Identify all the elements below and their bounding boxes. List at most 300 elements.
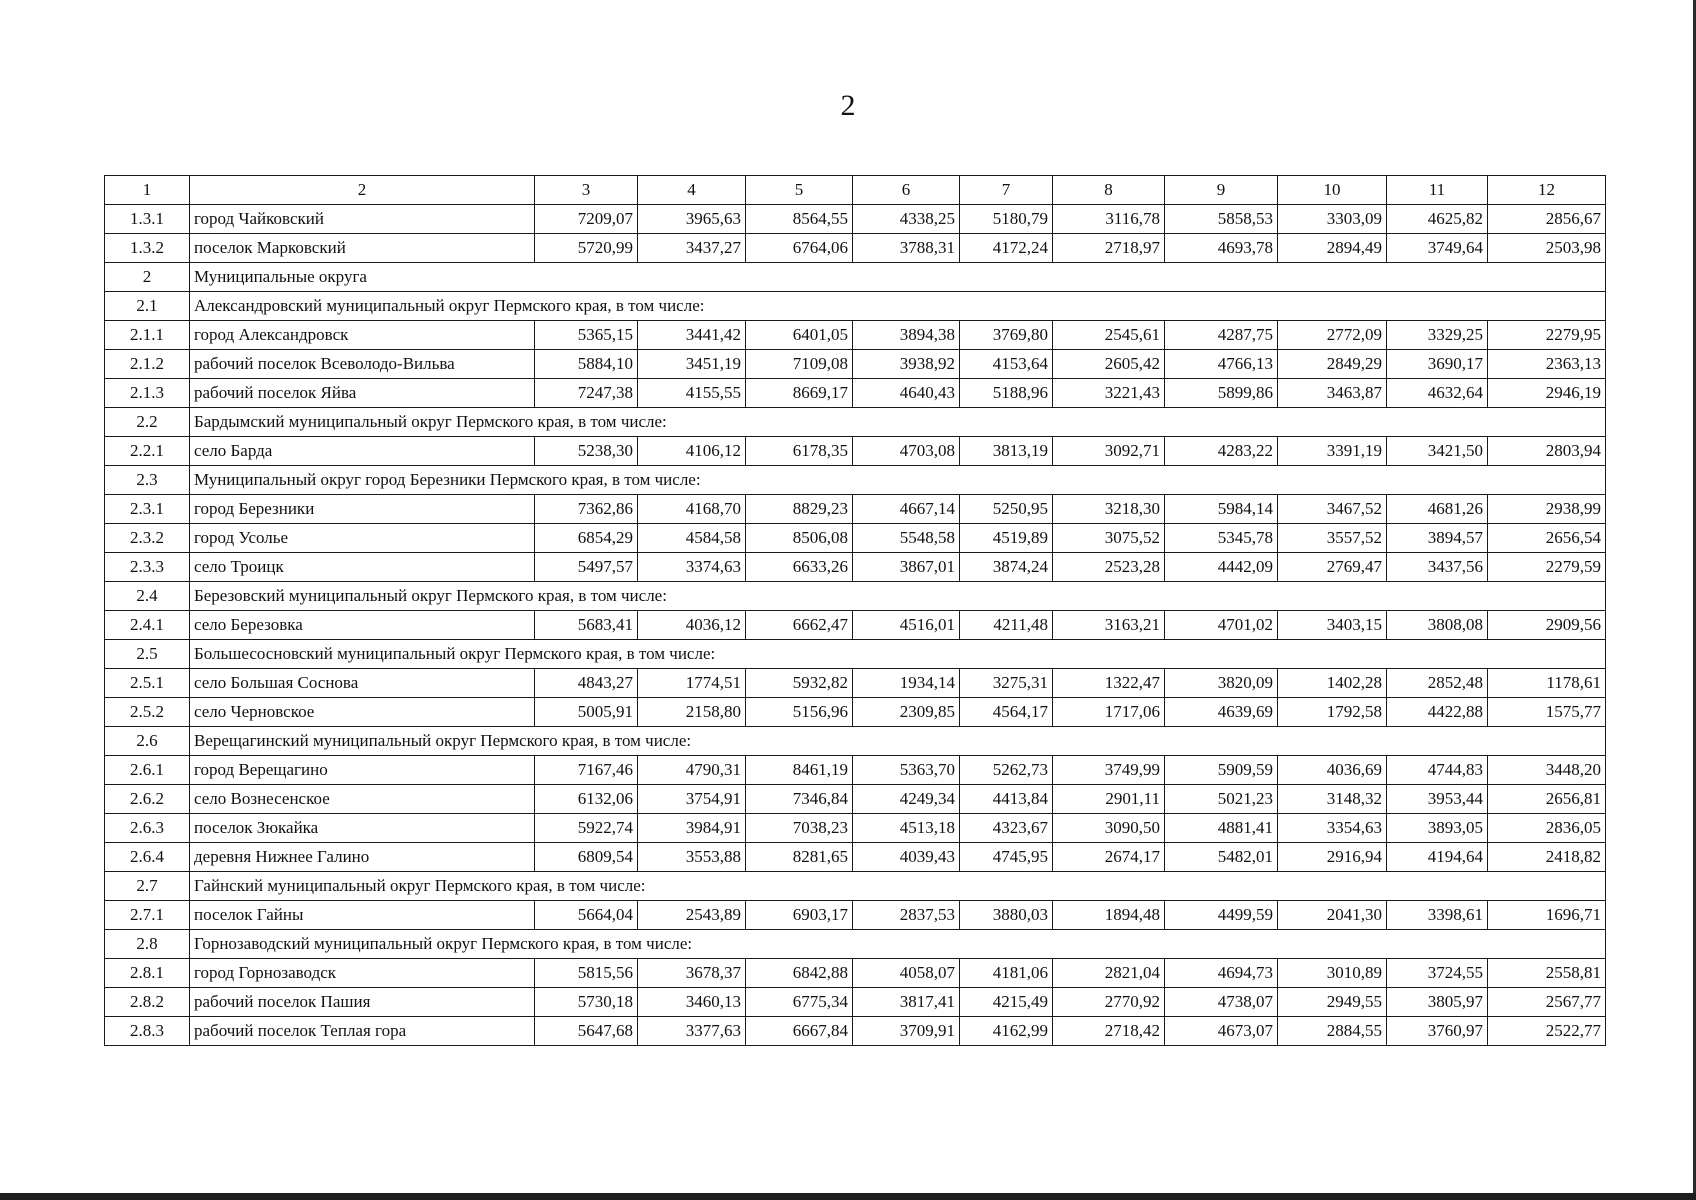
value-cell: 4194,64: [1387, 843, 1488, 872]
value-cell: 2938,99: [1488, 495, 1606, 524]
column-header: 4: [638, 176, 746, 205]
value-cell: 3690,17: [1387, 350, 1488, 379]
value-cell: 2894,49: [1278, 234, 1387, 263]
group-title: Горнозаводский муниципальный округ Пермского края, в том числе:: [190, 930, 1606, 959]
value-cell: 2852,48: [1387, 669, 1488, 698]
settlement-name: поселок Зюкайка: [190, 814, 535, 843]
value-cell: 7346,84: [746, 785, 853, 814]
value-cell: 5156,96: [746, 698, 853, 727]
value-cell: 3965,63: [638, 205, 746, 234]
value-cell: 1894,48: [1053, 901, 1165, 930]
value-cell: 4153,64: [960, 350, 1053, 379]
row-number: 2.3.1: [105, 495, 190, 524]
value-cell: 6809,54: [535, 843, 638, 872]
value-cell: 2849,29: [1278, 350, 1387, 379]
value-cell: 3377,63: [638, 1017, 746, 1046]
value-cell: 5815,56: [535, 959, 638, 988]
settlement-name: рабочий поселок Теплая гора: [190, 1017, 535, 1046]
row-number: 2.4.1: [105, 611, 190, 640]
table-row: [105, 1017, 1606, 1046]
value-cell: 2523,28: [1053, 553, 1165, 582]
settlement-name: село Черновское: [190, 698, 535, 727]
value-cell: 5720,99: [535, 234, 638, 263]
value-cell: 3749,64: [1387, 234, 1488, 263]
value-cell: 4744,83: [1387, 756, 1488, 785]
value-cell: 3303,09: [1278, 205, 1387, 234]
value-cell: 3441,42: [638, 321, 746, 350]
row-number: 2.5.1: [105, 669, 190, 698]
scan-edge-bottom: [0, 1193, 1696, 1200]
row-number: 2.1.1: [105, 321, 190, 350]
value-cell: 2041,30: [1278, 901, 1387, 930]
value-cell: 2772,09: [1278, 321, 1387, 350]
value-cell: 5250,95: [960, 495, 1053, 524]
value-cell: 2558,81: [1488, 959, 1606, 988]
page-number: 2: [840, 89, 856, 122]
value-cell: 5858,53: [1165, 205, 1278, 234]
value-cell: 2718,97: [1053, 234, 1165, 263]
value-cell: 5730,18: [535, 988, 638, 1017]
group-row: [105, 872, 1606, 901]
row-number: 2.8.2: [105, 988, 190, 1017]
group-row: [105, 930, 1606, 959]
value-cell: 6842,88: [746, 959, 853, 988]
settlement-name: село Большая Соснова: [190, 669, 535, 698]
value-cell: 2309,85: [853, 698, 960, 727]
value-cell: 3984,91: [638, 814, 746, 843]
value-cell: 2856,67: [1488, 205, 1606, 234]
column-header: 2: [190, 176, 535, 205]
row-number: 2.3.2: [105, 524, 190, 553]
value-cell: 4211,48: [960, 611, 1053, 640]
value-cell: 5548,58: [853, 524, 960, 553]
settlement-name: поселок Марковский: [190, 234, 535, 263]
row-number: 1.3.2: [105, 234, 190, 263]
value-cell: 4625,82: [1387, 205, 1488, 234]
value-cell: 5683,41: [535, 611, 638, 640]
table-row: [105, 350, 1606, 379]
value-cell: 6775,34: [746, 988, 853, 1017]
value-cell: 3421,50: [1387, 437, 1488, 466]
value-cell: 4422,88: [1387, 698, 1488, 727]
value-cell: 5345,78: [1165, 524, 1278, 553]
value-cell: 2909,56: [1488, 611, 1606, 640]
value-cell: 4703,08: [853, 437, 960, 466]
value-cell: 1322,47: [1053, 669, 1165, 698]
group-row: [105, 263, 1606, 292]
row-number: 2: [105, 263, 190, 292]
value-cell: 8281,65: [746, 843, 853, 872]
value-cell: 4694,73: [1165, 959, 1278, 988]
value-cell: 4745,95: [960, 843, 1053, 872]
value-cell: 4058,07: [853, 959, 960, 988]
value-cell: 3354,63: [1278, 814, 1387, 843]
row-number: 2.7: [105, 872, 190, 901]
settlement-name: рабочий поселок Всеволодо-Вильва: [190, 350, 535, 379]
value-cell: 4338,25: [853, 205, 960, 234]
value-cell: 4172,24: [960, 234, 1053, 263]
value-cell: 2279,59: [1488, 553, 1606, 582]
value-cell: 8669,17: [746, 379, 853, 408]
value-cell: 4036,12: [638, 611, 746, 640]
value-cell: 2279,95: [1488, 321, 1606, 350]
value-cell: 2916,94: [1278, 843, 1387, 872]
value-cell: 4106,12: [638, 437, 746, 466]
row-number: 2.5: [105, 640, 190, 669]
column-number-header-row: [105, 176, 1606, 205]
value-cell: 2884,55: [1278, 1017, 1387, 1046]
row-number: 2.4: [105, 582, 190, 611]
value-cell: 2949,55: [1278, 988, 1387, 1017]
column-header: 8: [1053, 176, 1165, 205]
value-cell: 2418,82: [1488, 843, 1606, 872]
settlement-name: село Вознесенское: [190, 785, 535, 814]
value-cell: 3092,71: [1053, 437, 1165, 466]
value-cell: 1575,77: [1488, 698, 1606, 727]
value-cell: 6401,05: [746, 321, 853, 350]
value-cell: 4584,58: [638, 524, 746, 553]
value-cell: 2656,54: [1488, 524, 1606, 553]
value-cell: 5238,30: [535, 437, 638, 466]
value-cell: 2522,77: [1488, 1017, 1606, 1046]
value-cell: 3403,15: [1278, 611, 1387, 640]
value-cell: 4442,09: [1165, 553, 1278, 582]
value-cell: 3788,31: [853, 234, 960, 263]
row-number: 2.2: [105, 408, 190, 437]
value-cell: 4881,41: [1165, 814, 1278, 843]
table-row: [105, 756, 1606, 785]
table-row: [105, 321, 1606, 350]
settlement-name: рабочий поселок Яйва: [190, 379, 535, 408]
value-cell: 7362,86: [535, 495, 638, 524]
value-cell: 4036,69: [1278, 756, 1387, 785]
column-header: 5: [746, 176, 853, 205]
table-row: [105, 959, 1606, 988]
value-cell: 4283,22: [1165, 437, 1278, 466]
value-cell: 3893,05: [1387, 814, 1488, 843]
value-cell: 4843,27: [535, 669, 638, 698]
row-number: 1.3.1: [105, 205, 190, 234]
value-cell: 2718,42: [1053, 1017, 1165, 1046]
value-cell: 4790,31: [638, 756, 746, 785]
row-number: 2.8: [105, 930, 190, 959]
value-cell: 3749,99: [1053, 756, 1165, 785]
value-cell: 6132,06: [535, 785, 638, 814]
table-row: [105, 524, 1606, 553]
value-cell: 3557,52: [1278, 524, 1387, 553]
value-cell: 1402,28: [1278, 669, 1387, 698]
column-header: 10: [1278, 176, 1387, 205]
value-cell: 4249,34: [853, 785, 960, 814]
column-header: 11: [1387, 176, 1488, 205]
value-cell: 1792,58: [1278, 698, 1387, 727]
value-cell: 8829,23: [746, 495, 853, 524]
value-cell: 5884,10: [535, 350, 638, 379]
value-cell: 3460,13: [638, 988, 746, 1017]
settlement-name: город Верещагино: [190, 756, 535, 785]
value-cell: 1696,71: [1488, 901, 1606, 930]
value-cell: 5363,70: [853, 756, 960, 785]
group-row: [105, 727, 1606, 756]
group-title: Березовский муниципальный округ Пермского края, в том числе:: [190, 582, 1606, 611]
table-row: [105, 379, 1606, 408]
value-cell: 2656,81: [1488, 785, 1606, 814]
value-cell: 1178,61: [1488, 669, 1606, 698]
value-cell: 7038,23: [746, 814, 853, 843]
value-cell: 5909,59: [1165, 756, 1278, 785]
row-number: 2.8.3: [105, 1017, 190, 1046]
value-cell: 3075,52: [1053, 524, 1165, 553]
value-cell: 6178,35: [746, 437, 853, 466]
row-number: 2.6.1: [105, 756, 190, 785]
value-cell: 5262,73: [960, 756, 1053, 785]
value-cell: 1934,14: [853, 669, 960, 698]
settlement-name: город Александровск: [190, 321, 535, 350]
value-cell: 4738,07: [1165, 988, 1278, 1017]
value-cell: 3938,92: [853, 350, 960, 379]
value-cell: 3398,61: [1387, 901, 1488, 930]
settlement-name: город Усолье: [190, 524, 535, 553]
value-cell: 5899,86: [1165, 379, 1278, 408]
value-cell: 8564,55: [746, 205, 853, 234]
column-header: 12: [1488, 176, 1606, 205]
table-row: [105, 611, 1606, 640]
value-cell: 2674,17: [1053, 843, 1165, 872]
table-row: [105, 437, 1606, 466]
settlement-name: поселок Гайны: [190, 901, 535, 930]
value-cell: 3754,91: [638, 785, 746, 814]
value-cell: 3724,55: [1387, 959, 1488, 988]
value-cell: 6903,17: [746, 901, 853, 930]
value-cell: 7167,46: [535, 756, 638, 785]
value-cell: 3218,30: [1053, 495, 1165, 524]
value-cell: 2803,94: [1488, 437, 1606, 466]
value-cell: 4215,49: [960, 988, 1053, 1017]
value-cell: 3467,52: [1278, 495, 1387, 524]
value-cell: 4181,06: [960, 959, 1053, 988]
value-cell: 1774,51: [638, 669, 746, 698]
group-title: Бардымский муниципальный округ Пермского края, в том числе:: [190, 408, 1606, 437]
group-title: Муниципальные округа: [190, 263, 1606, 292]
table-row: [105, 814, 1606, 843]
value-cell: 2605,42: [1053, 350, 1165, 379]
column-header: 3: [535, 176, 638, 205]
value-cell: 2543,89: [638, 901, 746, 930]
table-row: [105, 495, 1606, 524]
value-cell: 6633,26: [746, 553, 853, 582]
value-cell: 8506,08: [746, 524, 853, 553]
table-row: [105, 843, 1606, 872]
value-cell: 6854,29: [535, 524, 638, 553]
row-number: 2.6.4: [105, 843, 190, 872]
column-header: 9: [1165, 176, 1278, 205]
row-number: 2.3.3: [105, 553, 190, 582]
row-number: 2.7.1: [105, 901, 190, 930]
value-cell: 2770,92: [1053, 988, 1165, 1017]
value-cell: 6764,06: [746, 234, 853, 263]
value-cell: 4039,43: [853, 843, 960, 872]
value-cell: 1717,06: [1053, 698, 1165, 727]
value-cell: 3813,19: [960, 437, 1053, 466]
value-cell: 5664,04: [535, 901, 638, 930]
row-number: 2.3: [105, 466, 190, 495]
value-cell: 4632,64: [1387, 379, 1488, 408]
value-cell: 5188,96: [960, 379, 1053, 408]
group-title: Верещагинский муниципальный округ Пермского края, в том числе:: [190, 727, 1606, 756]
group-row: [105, 408, 1606, 437]
value-cell: 4519,89: [960, 524, 1053, 553]
value-cell: 4287,75: [1165, 321, 1278, 350]
value-cell: 5497,57: [535, 553, 638, 582]
table-row: [105, 205, 1606, 234]
group-title: Александровский муниципальный округ Пермского края, в том числе:: [190, 292, 1606, 321]
value-cell: 4323,67: [960, 814, 1053, 843]
value-cell: 4155,55: [638, 379, 746, 408]
value-cell: 5932,82: [746, 669, 853, 698]
value-cell: 3163,21: [1053, 611, 1165, 640]
settlement-name: город Чайковский: [190, 205, 535, 234]
value-cell: 3451,19: [638, 350, 746, 379]
value-cell: 4640,43: [853, 379, 960, 408]
value-cell: 4168,70: [638, 495, 746, 524]
group-title: Гайнский муниципальный округ Пермского края, в том числе:: [190, 872, 1606, 901]
value-cell: 3805,97: [1387, 988, 1488, 1017]
table-row: [105, 234, 1606, 263]
value-cell: 2901,11: [1053, 785, 1165, 814]
column-header: 6: [853, 176, 960, 205]
value-cell: 3374,63: [638, 553, 746, 582]
value-cell: 5365,15: [535, 321, 638, 350]
column-header: 7: [960, 176, 1053, 205]
value-cell: 3769,80: [960, 321, 1053, 350]
value-cell: 4766,13: [1165, 350, 1278, 379]
value-cell: 3953,44: [1387, 785, 1488, 814]
row-number: 2.1.2: [105, 350, 190, 379]
value-cell: 3867,01: [853, 553, 960, 582]
value-cell: 5005,91: [535, 698, 638, 727]
value-cell: 4681,26: [1387, 495, 1488, 524]
table-row: [105, 901, 1606, 930]
table-row: [105, 553, 1606, 582]
value-cell: 4413,84: [960, 785, 1053, 814]
value-cell: 3275,31: [960, 669, 1053, 698]
row-number: 2.1: [105, 292, 190, 321]
value-cell: 4701,02: [1165, 611, 1278, 640]
table-row: [105, 785, 1606, 814]
settlement-name: город Горнозаводск: [190, 959, 535, 988]
value-cell: 4673,07: [1165, 1017, 1278, 1046]
value-cell: 7209,07: [535, 205, 638, 234]
value-cell: 2769,47: [1278, 553, 1387, 582]
row-number: 2.2.1: [105, 437, 190, 466]
row-number: 2.6: [105, 727, 190, 756]
value-cell: 4513,18: [853, 814, 960, 843]
value-cell: 6662,47: [746, 611, 853, 640]
settlement-name: рабочий поселок Пашия: [190, 988, 535, 1017]
value-cell: 5021,23: [1165, 785, 1278, 814]
value-cell: 2503,98: [1488, 234, 1606, 263]
value-cell: 3817,41: [853, 988, 960, 1017]
value-cell: 3090,50: [1053, 814, 1165, 843]
group-row: [105, 466, 1606, 495]
value-cell: 2567,77: [1488, 988, 1606, 1017]
value-cell: 3760,97: [1387, 1017, 1488, 1046]
value-cell: 3709,91: [853, 1017, 960, 1046]
value-cell: 3010,89: [1278, 959, 1387, 988]
row-number: 2.1.3: [105, 379, 190, 408]
value-cell: 3437,56: [1387, 553, 1488, 582]
value-cell: 3880,03: [960, 901, 1053, 930]
group-row: [105, 640, 1606, 669]
value-cell: 5984,14: [1165, 495, 1278, 524]
value-cell: 4162,99: [960, 1017, 1053, 1046]
value-cell: 2545,61: [1053, 321, 1165, 350]
table-row: [105, 988, 1606, 1017]
row-number: 2.6.2: [105, 785, 190, 814]
value-cell: 3553,88: [638, 843, 746, 872]
value-cell: 3221,43: [1053, 379, 1165, 408]
value-cell: 3437,27: [638, 234, 746, 263]
value-cell: 3391,19: [1278, 437, 1387, 466]
value-cell: 3894,38: [853, 321, 960, 350]
tariff-table: [104, 175, 1606, 1046]
settlement-name: город Березники: [190, 495, 535, 524]
value-cell: 8461,19: [746, 756, 853, 785]
value-cell: 4564,17: [960, 698, 1053, 727]
settlement-name: село Барда: [190, 437, 535, 466]
value-cell: 4516,01: [853, 611, 960, 640]
value-cell: 3808,08: [1387, 611, 1488, 640]
row-number: 2.5.2: [105, 698, 190, 727]
table-row: [105, 698, 1606, 727]
value-cell: 3148,32: [1278, 785, 1387, 814]
value-cell: 4499,59: [1165, 901, 1278, 930]
group-title: Муниципальный округ город Березники Пермского края, в том числе:: [190, 466, 1606, 495]
settlement-name: село Березовка: [190, 611, 535, 640]
value-cell: 5180,79: [960, 205, 1053, 234]
value-cell: 2946,19: [1488, 379, 1606, 408]
value-cell: 2836,05: [1488, 814, 1606, 843]
table-row: [105, 669, 1606, 698]
value-cell: 2837,53: [853, 901, 960, 930]
value-cell: 4639,69: [1165, 698, 1278, 727]
value-cell: 5647,68: [535, 1017, 638, 1046]
value-cell: 6667,84: [746, 1017, 853, 1046]
row-number: 2.6.3: [105, 814, 190, 843]
value-cell: 2158,80: [638, 698, 746, 727]
row-number: 2.8.1: [105, 959, 190, 988]
value-cell: 3329,25: [1387, 321, 1488, 350]
column-header: 1: [105, 176, 190, 205]
value-cell: 4667,14: [853, 495, 960, 524]
value-cell: 3463,87: [1278, 379, 1387, 408]
value-cell: 4693,78: [1165, 234, 1278, 263]
value-cell: 3116,78: [1053, 205, 1165, 234]
group-title: Большесосновский муниципальный округ Пермского края, в том числе:: [190, 640, 1606, 669]
value-cell: 5482,01: [1165, 843, 1278, 872]
value-cell: 5922,74: [535, 814, 638, 843]
value-cell: 3874,24: [960, 553, 1053, 582]
settlement-name: село Троицк: [190, 553, 535, 582]
group-row: [105, 292, 1606, 321]
value-cell: 7109,08: [746, 350, 853, 379]
value-cell: 3894,57: [1387, 524, 1488, 553]
value-cell: 7247,38: [535, 379, 638, 408]
group-row: [105, 582, 1606, 611]
value-cell: 3820,09: [1165, 669, 1278, 698]
value-cell: 3678,37: [638, 959, 746, 988]
value-cell: 3448,20: [1488, 756, 1606, 785]
